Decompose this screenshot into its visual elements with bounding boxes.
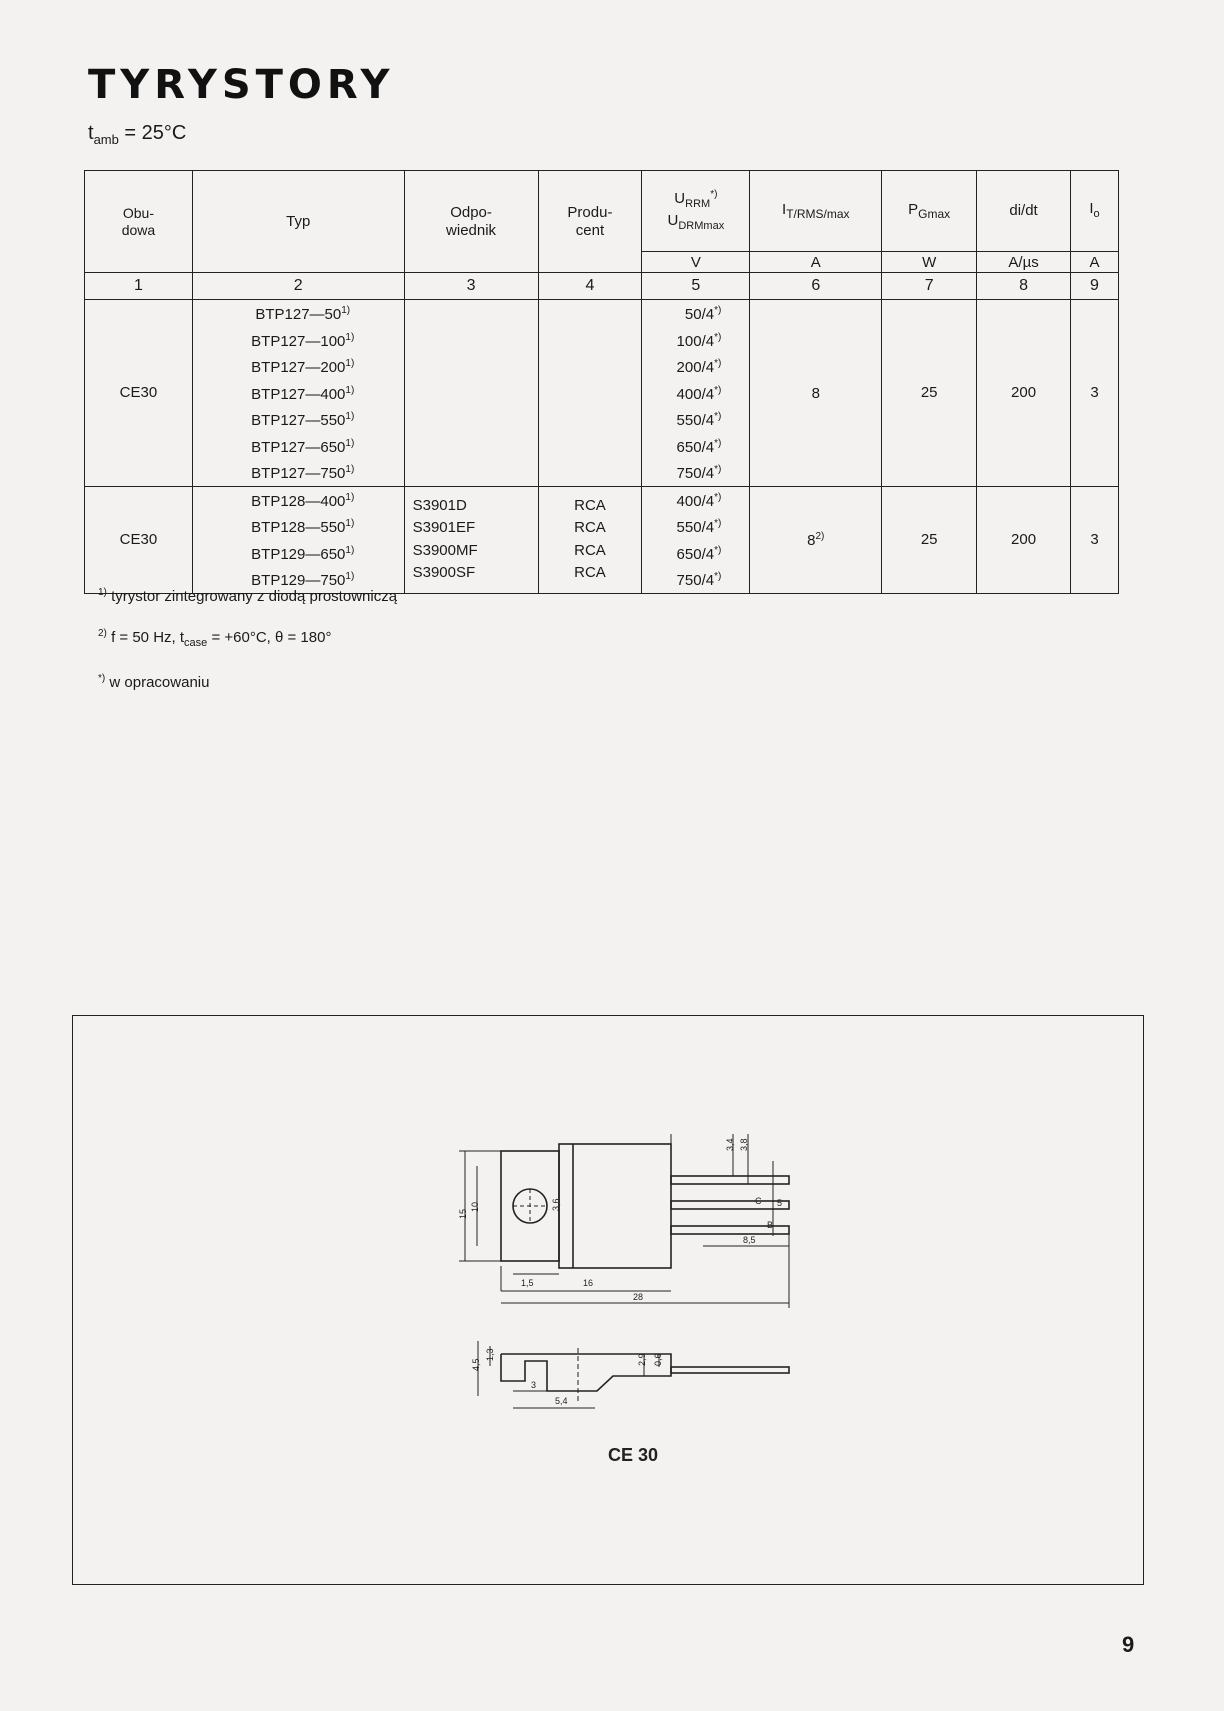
- footnote-3: *) w opracowaniu: [98, 673, 210, 691]
- thyristor-spec-table: [84, 170, 1119, 594]
- voltage-item: 100/4*): [676, 331, 722, 350]
- odpowiednik-item: S3901EF: [412, 519, 476, 536]
- type-list: [192, 486, 404, 593]
- column-number: 2: [192, 273, 404, 300]
- dim-label: 1,5: [521, 1278, 534, 1288]
- voltage-list: [642, 486, 750, 593]
- dim-label: B: [767, 1220, 774, 1230]
- producent-item: RCA: [574, 519, 606, 536]
- header-obudowa: Obu- dowa: [85, 171, 193, 273]
- voltage-item: 650/4*): [676, 437, 722, 456]
- dim-label: 28: [633, 1292, 644, 1302]
- dim-label: 16: [583, 1278, 594, 1288]
- unit-cell: V: [642, 252, 750, 273]
- header-didt: di/dt: [977, 171, 1071, 252]
- producent-cell: [538, 486, 642, 593]
- ce30-package-drawing: [73, 1016, 1143, 1584]
- dimension-labels: [458, 1138, 782, 1406]
- type-item: BTP127—50$^{1)}$: [255, 305, 351, 323]
- dim-label: 8,5: [743, 1235, 756, 1245]
- dim-label: 1,3: [485, 1348, 495, 1361]
- lead: [671, 1176, 789, 1184]
- voltage-item: 200/4*): [676, 358, 722, 376]
- column-number: 5: [642, 273, 750, 300]
- dim-label: 0,6: [653, 1353, 663, 1366]
- type-item: BTP127—550$^{1)}$: [251, 411, 355, 429]
- unit-cell: A/µs: [977, 252, 1071, 273]
- table-row: [85, 486, 1119, 593]
- type-item: BTP128—550$^{1)}$: [251, 518, 355, 536]
- footnote-2: $^{2)}$ f = 50 Hz, $t_{case} = +60^\circ C$, θ = 180°: [98, 628, 332, 649]
- voltage-list: [642, 300, 750, 487]
- producent-item: RCA: [574, 541, 606, 559]
- dim-label: 4,5: [471, 1358, 481, 1371]
- dim-label: 3,8: [739, 1138, 749, 1151]
- column-number: 9: [1071, 273, 1119, 300]
- type-item: BTP127—200$^{1)}$: [251, 358, 355, 376]
- type-item: BTP128—400$^{1)}$: [251, 491, 355, 510]
- voltage-item: 50/4*): [684, 305, 722, 323]
- obudowa-cell: CE30: [85, 486, 193, 593]
- io-cell: 3: [1071, 300, 1119, 487]
- dim-label: 15: [458, 1208, 468, 1219]
- type-list: [192, 300, 404, 487]
- figure-caption: CE 30: [608, 1445, 659, 1465]
- producent-item: RCA: [574, 564, 606, 581]
- page-title: TYRYSTORY: [88, 62, 395, 108]
- power-cell: 25: [882, 300, 977, 487]
- header-io: $I_o$: [1071, 171, 1119, 252]
- column-number: 7: [882, 273, 977, 300]
- ambient-condition: $t_{amb} = 25^\circ C$: [88, 122, 187, 147]
- voltage-item: 550/4*): [676, 411, 722, 429]
- page-number: 9: [1122, 1632, 1135, 1657]
- unit-cell: A: [750, 252, 882, 273]
- header-power: $P_{Gmax}$: [882, 171, 977, 252]
- dim-label: 10: [470, 1201, 480, 1212]
- voltage-item: 400/4*): [676, 384, 722, 403]
- column-number: 4: [538, 273, 642, 300]
- package-body: [559, 1144, 671, 1268]
- dim-label: 5,4: [555, 1396, 568, 1406]
- type-item: BTP129—650$^{1)}$: [251, 544, 355, 563]
- producent-cell: [538, 300, 642, 487]
- current-cell: 8: [750, 300, 882, 487]
- odpowiednik-cell: [404, 486, 538, 593]
- column-number: 1: [85, 273, 193, 300]
- unit-cell: W: [882, 252, 977, 273]
- package-drawing-box: [72, 1015, 1144, 1585]
- table-row: [85, 300, 1119, 487]
- lead: [671, 1201, 789, 1209]
- header-producent: Produ- cent: [538, 171, 642, 273]
- column-number: 3: [404, 273, 538, 300]
- odpowiednik-item: S3900SF: [412, 564, 476, 581]
- header-typ: Typ: [192, 171, 404, 273]
- odpowiednik-item: S3900MF: [412, 541, 478, 559]
- type-item: BTP127—650$^{1)}$: [251, 437, 355, 456]
- voltage-item: 400/4*): [676, 491, 722, 510]
- odpowiednik-cell: [404, 300, 538, 487]
- producent-item: RCA: [574, 496, 606, 514]
- dim-label: 3: [531, 1380, 537, 1390]
- voltage-item: 750/4*): [676, 464, 722, 482]
- header-voltage: $U_{RRM}^{*)}$ $U_{DRMmax}$: [642, 171, 750, 252]
- voltage-item: 750/4*): [676, 571, 722, 589]
- type-item: BTP127—100$^{1)}$: [251, 331, 355, 350]
- footnotes: [98, 588, 397, 715]
- type-item: BTP127—400$^{1)}$: [251, 384, 355, 403]
- didt-cell: 200: [977, 486, 1071, 593]
- footnote-1: $^{1)}$ tyrystor zintegrowany z diodą prostowniczą: [98, 587, 398, 605]
- odpowiednik-item: S3901D: [412, 496, 467, 514]
- type-item: BTP129—750$^{1)}$: [251, 571, 355, 589]
- type-item: BTP127—750$^{1)}$: [251, 464, 355, 482]
- obudowa-cell: CE30: [85, 300, 193, 487]
- io-cell: 3: [1071, 486, 1119, 593]
- column-number: 6: [750, 273, 882, 300]
- dim-label: 2,9: [637, 1353, 647, 1366]
- voltage-item: 650/4*): [676, 544, 722, 563]
- dim-label: 3,4: [725, 1138, 735, 1151]
- header-current: $I_{T/RMS/max}$: [750, 171, 882, 252]
- dim-label: 3,6: [551, 1198, 561, 1211]
- dim-label: 5: [777, 1198, 783, 1208]
- voltage-item: 550/4*): [676, 518, 722, 536]
- side-view: [478, 1341, 789, 1408]
- dim-label: C: [755, 1196, 762, 1206]
- unit-cell: A: [1071, 252, 1119, 273]
- didt-cell: 200: [977, 300, 1071, 487]
- current-cell: 8$^{2)}$: [750, 486, 882, 593]
- header-odpowiednik: Odpo- wiednik: [404, 171, 538, 273]
- column-number: 8: [977, 273, 1071, 300]
- power-cell: 25: [882, 486, 977, 593]
